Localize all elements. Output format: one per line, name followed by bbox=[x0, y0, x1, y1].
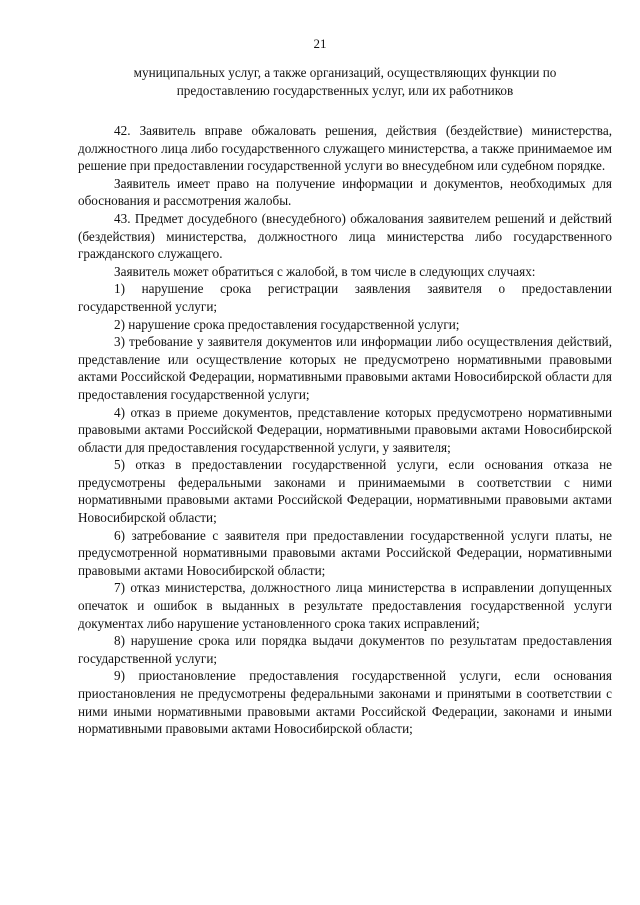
list-item-1: 1) нарушение срока регистрации заявления заявителя о предоставлении государственной услуги; bbox=[78, 281, 612, 314]
section-heading-line-1: муниципальных услуг, а также организаций, осуществляющих функции по bbox=[133, 65, 557, 80]
paragraph-complaint-cases: Заявитель может обратиться с жалобой, в том числе в следующих случаях: bbox=[114, 263, 536, 279]
list-item-4: 4) отказ в приеме документов, представление которых предусмотрено нормативными правовыми актами Российской Федерации, нормативными правовыми актами Новосибирской области для предоставления государственной услуги, у заявителя; bbox=[78, 404, 612, 455]
list-item-2: 2) нарушение срока предоставления государственной услуги; bbox=[114, 316, 460, 332]
paragraph-right-to-information: Заявитель имеет право на получение информации и документов, необходимых для обоснования и рассмотрения жалобы. bbox=[78, 175, 612, 209]
section-heading bbox=[78, 64, 612, 100]
list-item-7: 7) отказ министерства, должностного лица министерства в исправлении допущенных опечаток и ошибок в выданных в результате предоставления государственной услуги документах либо нарушение установленного срока таких исправлений; bbox=[78, 580, 612, 631]
list-item-6: 6) затребование с заявителя при предоставлении государственной услуги платы, не предусмотренной нормативными правовыми актами Российской Федерации, нормативными правовыми актами Новосибирской области; bbox=[78, 527, 612, 578]
paragraph-42: 42. Заявитель вправе обжаловать решения, действия (бездействие) министерства, должностного лица либо государственного служащего министерства, а также принимаемое им решение при предоставлении государственной услуги во внесудебном или судебном порядке. bbox=[78, 123, 612, 174]
list-item-8: 8) нарушение срока или порядка выдачи документов по результатам предоставления государственной услуги; bbox=[78, 633, 612, 666]
paragraph-43: 43. Предмет досудебного (внесудебного) обжалования заявителем решений и действий (бездействия) министерства, должностного лица министерства либо государственного гражданского служащего. bbox=[78, 210, 612, 262]
list-item-5: 5) отказ в предоставлении государственной услуги, если основания отказа не предусмотрены федеральными законами и принимаемыми в соответствии с ними нормативными правовыми актами Российской Федерации, нормативными правовыми актами Новосибирской области; bbox=[78, 457, 612, 526]
list-item-3: 3) требование у заявителя документов или информации либо осуществления действий, представление или осуществление которых не предусмотрено нормативными правовыми актами Российской Федерации, нормативными правовыми актами Новосибирской области для предоставления государственной услуги; bbox=[78, 334, 612, 402]
section-heading-line-2: предоставлению государственных услуг, или их работников bbox=[176, 83, 514, 98]
document-body bbox=[78, 122, 612, 738]
page-number: 21 bbox=[313, 36, 327, 51]
list-item-9: 9) приостановление предоставления государственной услуги, если основания приостановления не предусмотрены федеральными законами и принятыми в соответствии с ними иными нормативными правовыми актами Российской Федерации, законами и иными нормативными правовыми актами Новосибирской области; bbox=[78, 668, 612, 737]
